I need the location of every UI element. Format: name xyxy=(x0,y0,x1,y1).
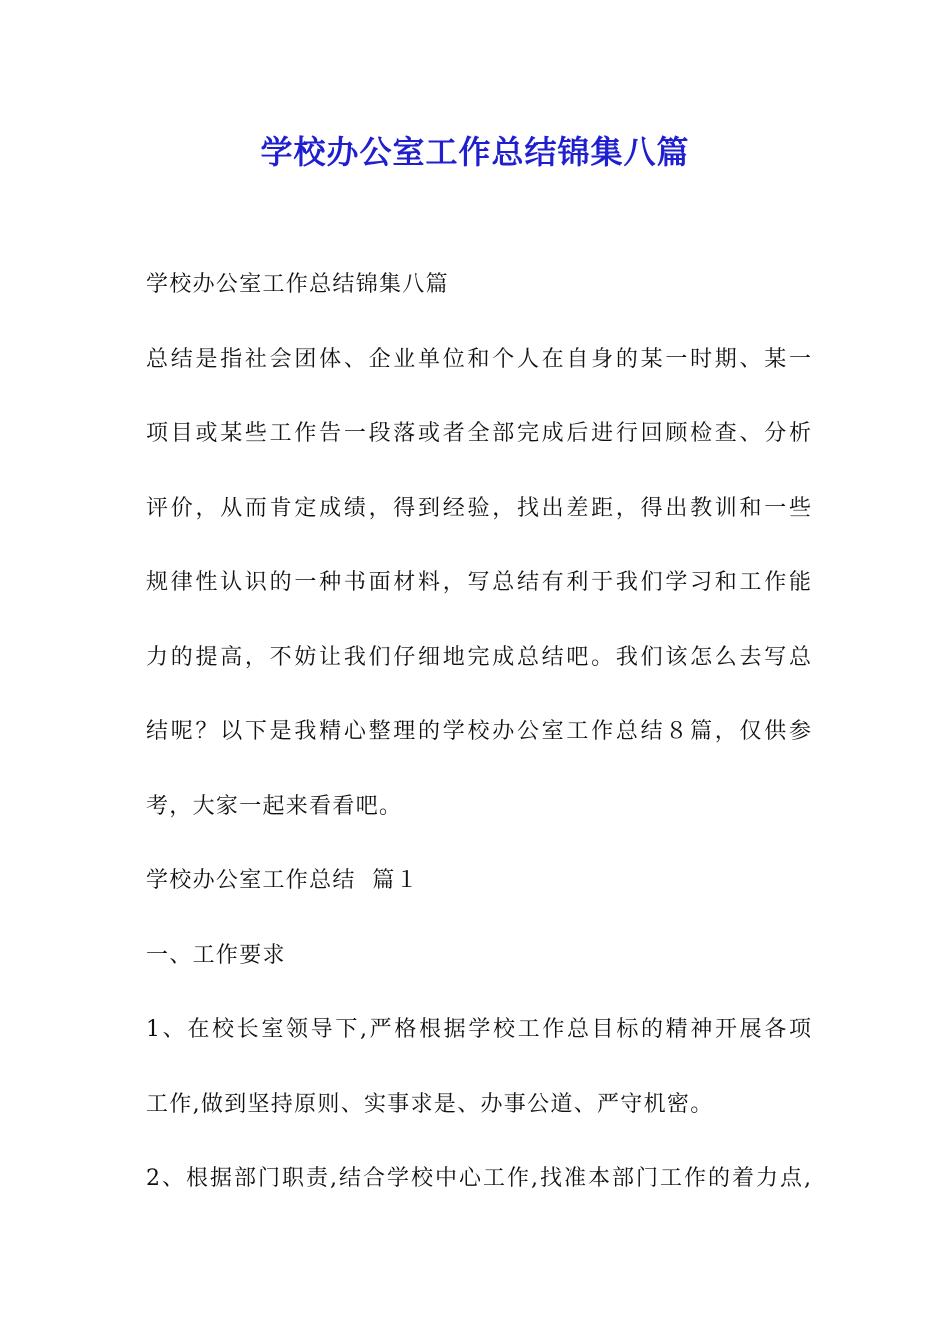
paragraph-line: 力的提高，不妨让我们仔细地完成总结吧。我们该怎么去写总 xyxy=(146,644,811,670)
paragraph-line: 考，大家一起来看看吧。 xyxy=(146,793,403,819)
paragraph-line: 工作,做到坚持原则、实事求是、办事公道、严守机密。 xyxy=(146,1091,714,1117)
paragraph-line: 评价，从而肯定成绩，得到经验，找出差距，得出教训和一些 xyxy=(146,495,811,521)
section-heading: 学校办公室工作总结 篇１ xyxy=(146,868,419,893)
subtitle-line: 学校办公室工作总结锦集八篇 xyxy=(146,272,449,297)
subsection-heading: 一、工作要求 xyxy=(146,942,286,968)
paragraph-line: 1、在校长室领导下,严格根据学校工作总目标的精神开展各项 xyxy=(146,1017,811,1042)
paragraph-line: 结呢？以下是我精心整理的学校办公室工作总结８篇，仅供参 xyxy=(146,719,811,744)
paragraph-line: 规律性认识的一种书面材料，写总结有利于我们学习和工作能 xyxy=(146,570,811,595)
paragraph-line: 项目或某些工作告一段落或者全部完成后进行回顾检查、分析 xyxy=(146,421,811,446)
paragraph-line: 总结是指社会团体、企业单位和个人在自身的某一时期、某一 xyxy=(146,346,811,372)
document-title: 学校办公室工作总结锦集八篇 xyxy=(260,133,690,171)
paragraph-line: 2、根据部门职责,结合学校中心工作,找准本部门工作的着力点, xyxy=(146,1166,811,1191)
document-body xyxy=(146,270,811,1239)
